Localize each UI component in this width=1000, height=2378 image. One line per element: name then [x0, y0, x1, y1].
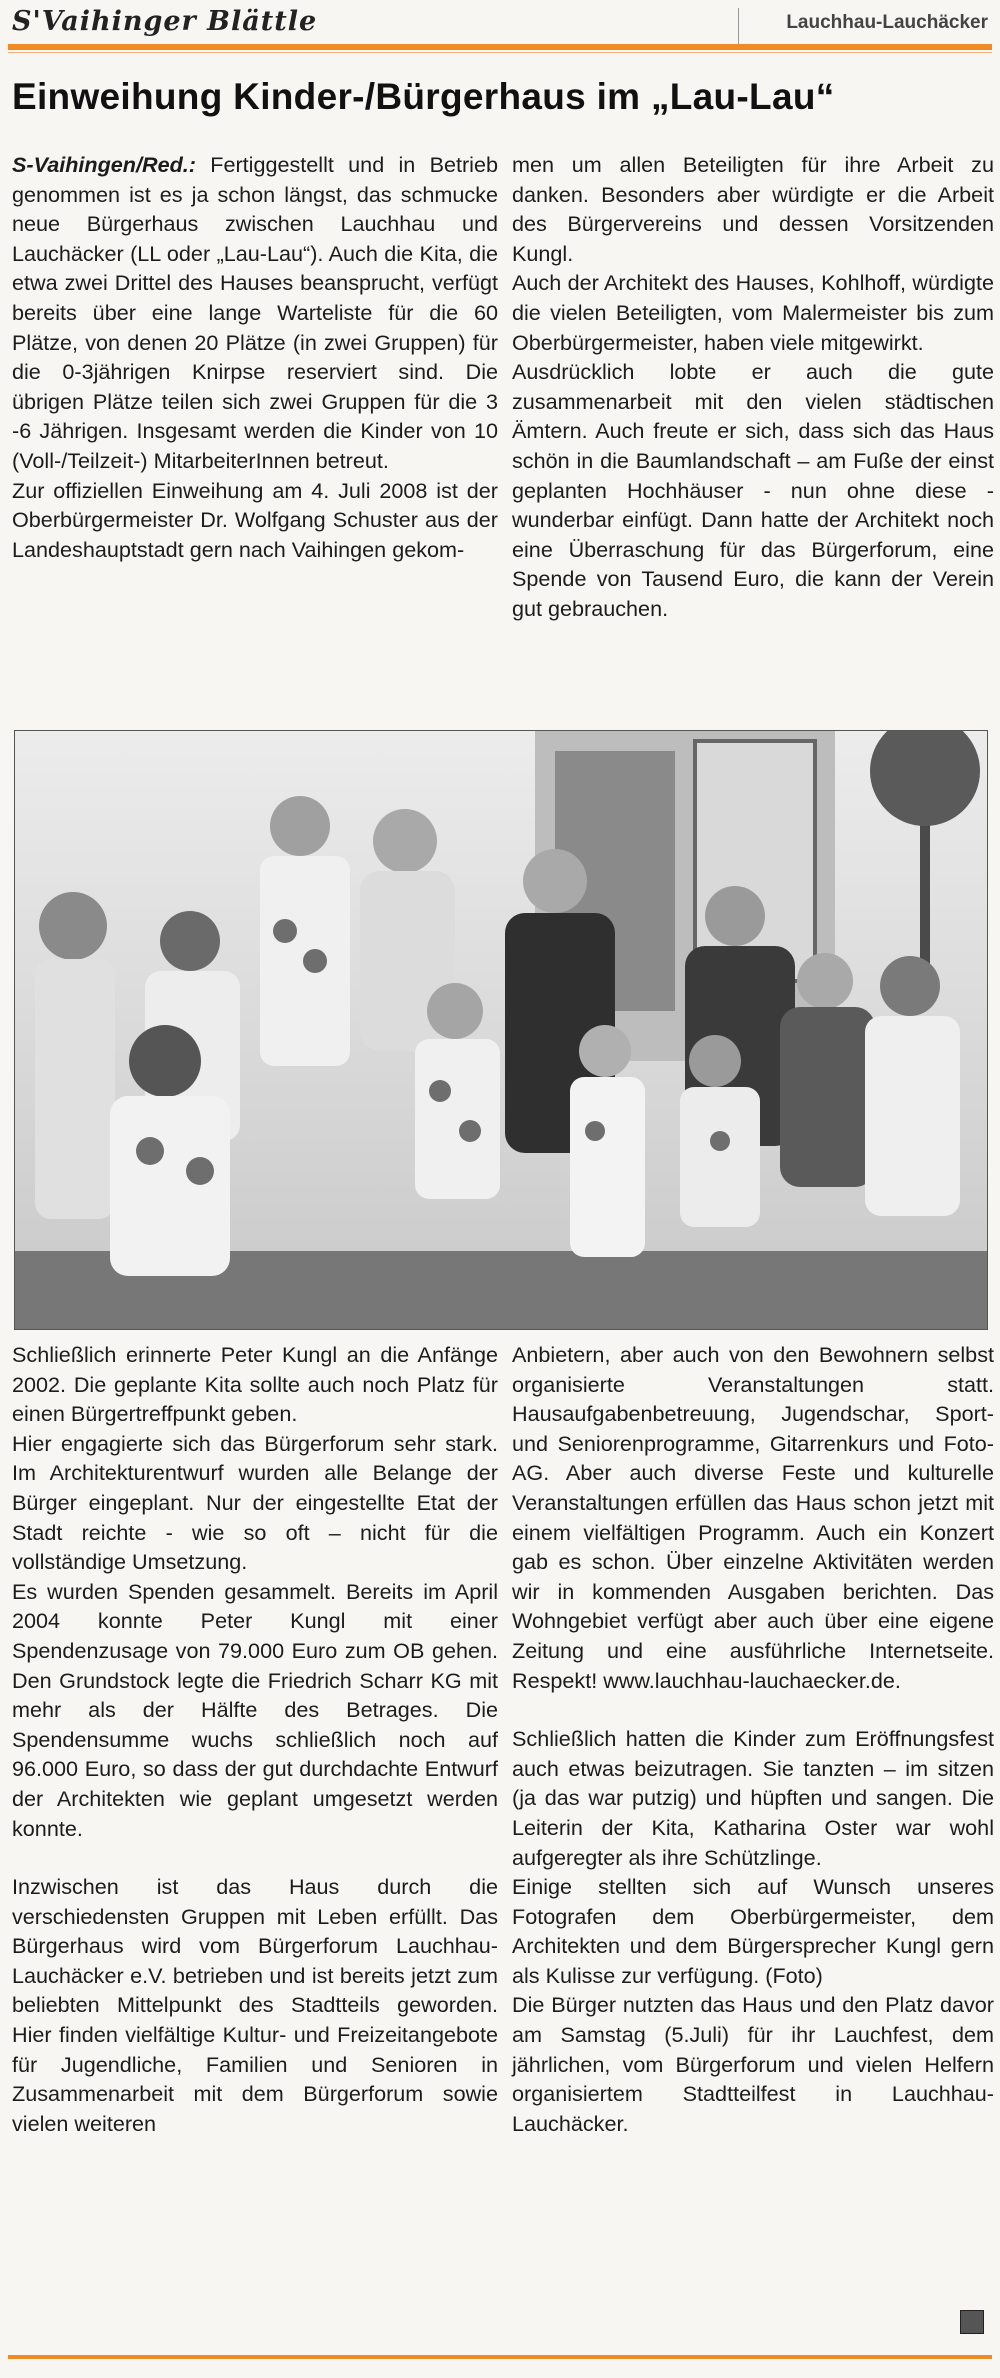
section-name: Lauchhau-Lauchäcker — [786, 12, 988, 33]
handprint — [303, 949, 327, 973]
top-accent-rule — [8, 44, 992, 50]
top-thin-rule — [8, 52, 992, 53]
child-body — [415, 1039, 500, 1199]
handprint — [273, 919, 297, 943]
group-photo — [14, 730, 988, 1330]
paragraph — [12, 150, 498, 476]
paragraph-text: Fertiggestellt und in Betrieb genommen ist es ja schon längst, das schmucke neue Bürgerhaus zwischen Lauchhau und Lauchäcker (LL oder „Lau-Lau“). Auch die Kita, die etwa zwei Drittel des Hauses beansprucht, verfügt bereits über eine lange Warteliste für die 60 Plätze, von denen 20 Plätze (in zwei Gruppen) für die 0-3jährigen Knirpse reserviert sind. Die übrigen Plätze teilen sich zwei Gruppen für die 3 -6 Jährigen. Insgesamt werden die Kinder von 10 (Voll-/Teilzeit-) MitarbeiterInnen betreut. — [12, 152, 499, 473]
person-head — [523, 849, 587, 913]
article-headline: Einweihung Kinder-/Bürgerhaus im „Lau-Lau“ — [12, 76, 835, 117]
handprint — [459, 1120, 481, 1142]
child-head — [160, 911, 220, 971]
handprint — [429, 1080, 451, 1102]
paragraph: Hier engagierte sich das Bürgerforum sehr stark. Im Architekturentwurf wurden alle Belange der Bürger eingeplant. Nur der eingestellte Etat der Stadt reichte - wie so oft – nicht für die vollständige Umsetzung. — [12, 1430, 498, 1575]
masthead-divider — [738, 8, 739, 44]
paragraph: Anbietern, aber auch von den Bewohnern selbst organisierte Veranstaltungen statt. Hausaufgabenbetreuung, Jugendschar, Sport- und Seniorenprogramme, Gitarrenkurs und Foto-AG. Aber auch diverse Feste und kulturelle Veranstaltungen erfüllen das Haus schon jetzt mit einem vielfältigen Programm. Auch ein Konzert gab es schon. Über einzelne Aktivitäten werden wir in kommenden Ausgaben berichten. Das Wohngebiet verfügt aber auch über eine eigene Zeitung und eine ausführliche Internetseite. Respekt! www.lauchhau-lauchaecker.de. — [512, 1342, 994, 1693]
child-body — [570, 1077, 645, 1257]
handprint — [585, 1121, 605, 1141]
paragraph: Auch der Architekt des Hauses, Kohlhoff, würdigte die vielen Beteiligten, vom Malermeister bis zum Oberbürgermeister, haben viele mitgewirkt. — [512, 270, 994, 355]
person-head — [705, 886, 765, 946]
window-frame — [695, 741, 815, 981]
person-head — [797, 953, 853, 1009]
newspaper-brand: S'Vaihinger Blättle — [12, 6, 318, 37]
article-column-4 — [512, 1340, 994, 2138]
article-column-1 — [12, 150, 498, 564]
bottom-accent-rule — [8, 2355, 992, 2359]
child-head — [39, 892, 107, 960]
person-body — [780, 1007, 875, 1187]
handprint — [136, 1137, 164, 1165]
handprint — [186, 1157, 214, 1185]
child-head — [880, 956, 940, 1016]
child-head — [579, 1025, 631, 1077]
child-head — [427, 983, 483, 1039]
article-column-3 — [12, 1340, 498, 2138]
byline: S-Vaihingen/Red.: — [12, 152, 196, 177]
handprint — [710, 1131, 730, 1151]
article-end-mark — [960, 2310, 984, 2334]
child-body — [865, 1016, 960, 1216]
paragraph: Ausdrücklich lobte er auch die gute zusammenarbeit mit den vielen städtischen Ämtern. Auch freute er sich, dass sich das Haus schön in die Baumlandschaft – am Fuße der einst geplanten Hochhäuser - nun ohne diese - wunderbar einfügt. Dann hatte der Architekt noch eine Überraschung für das Bürgerforum, eine Spende von Tausend Euro, die kann der Verein gut gebrauchen. — [512, 359, 994, 621]
paragraph: men um allen Beteiligten für ihre Arbeit zu danken. Besonders aber würdigte er die Arbeit des Bürgervereins und dessen Vorsitzenden Kungl. — [512, 152, 994, 266]
child-body — [35, 959, 115, 1219]
child-head — [129, 1025, 201, 1097]
child-head — [270, 796, 330, 856]
paragraph: Es wurden Spenden gesammelt. Bereits im April 2004 konnte Peter Kungl mit einer Spendenzusage von 79.000 Euro zum OB gehen. Den Grundstock legte die Friedrich Scharr KG mit mehr als der Hälfte des Betrages. Die Spendensumme wuchs schließlich noch auf 96.000 Euro, so dass der gut durchdachte Entwurf der Architekten wie geplant umgesetzt werden konnte. — [12, 1578, 498, 1841]
paragraph: Inzwischen ist das Haus durch die verschiedensten Gruppen mit Leben erfüllt. Das Bürgerhaus wird vom Bürgerforum Lauchhau-Lauchäcker e.V. betrieben und ist bereits jetzt zum beliebten Mittelpunkt des Stadtteils geworden. Hier finden vielfältige Kultur- und Freizeitangebote für Jugendliche, Familien und Senioren in Zusammenarbeit mit dem Bürgerforum sowie vielen weiteren — [12, 1874, 498, 2136]
child-body — [680, 1087, 760, 1227]
paragraph: Schließlich erinnerte Peter Kungl an die Anfänge 2002. Die geplante Kita sollte auch noch Platz für einen Bürgertreffpunkt geben. — [12, 1342, 498, 1427]
child-body — [110, 1096, 230, 1276]
article-column-2 — [512, 150, 994, 624]
paragraph: Die Bürger nutzten das Haus und den Platz davor am Samstag (5.Juli) für ihr Lauchfest, dem jährlichen, vom Bürgerforum und vielen Helfern organisiertem Stadtteilfest in Lauchhau-Lauchäcker. — [512, 1992, 994, 2136]
child-head — [689, 1035, 741, 1087]
paragraph: Zur offiziellen Einweihung am 4. Juli 2008 ist der Oberbürgermeister Dr. Wolfgang Schuster aus der Landeshauptstadt gern nach Vaihingen gekom- — [12, 477, 498, 562]
group-photo-icon — [15, 731, 987, 1329]
paragraph: Schließlich hatten die Kinder zum Eröffnungsfest auch etwas beizutragen. Sie tanzten – im sitzen (ja das war putzig) und hüpften und sangen. Die Leiterin der Kita, Katharina Oster war wohl aufgeregter als ihre Schützlinge. — [512, 1726, 994, 1870]
paragraph: Einige stellten sich auf Wunsch unseres Fotografen dem Oberbürgermeister, dem Architekten und dem Bürgersprecher Kungl gern als Kulisse zur verfügung. (Foto) — [512, 1874, 994, 1988]
person-head — [373, 809, 437, 873]
